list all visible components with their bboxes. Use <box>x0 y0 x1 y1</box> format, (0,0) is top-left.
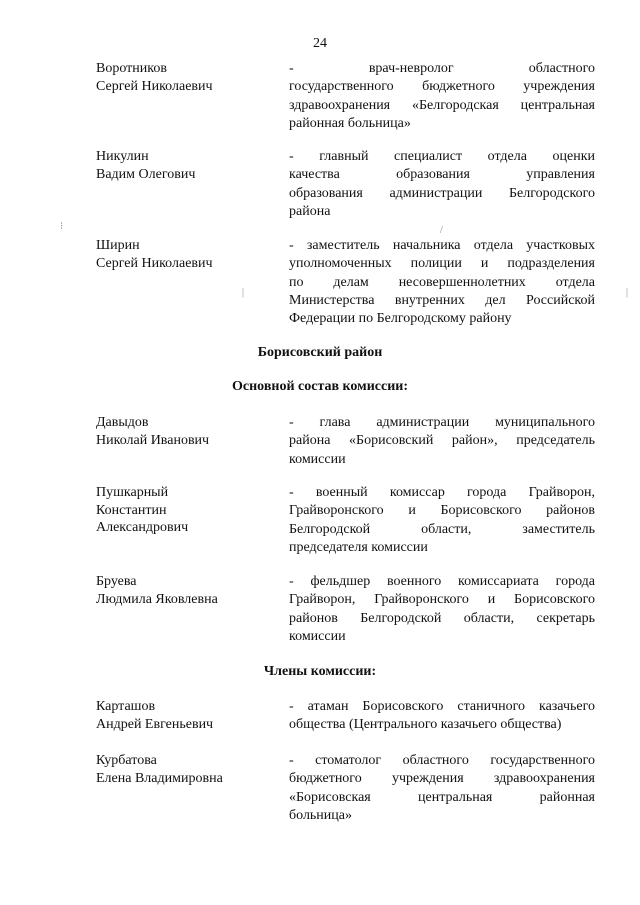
role-line: - главный специалист отдела оценки <box>289 149 595 164</box>
role-line: здравоохранения «Белгородская центральная <box>289 97 595 113</box>
role-line: бюджетного учреждения здравоохранения <box>289 771 595 787</box>
given-names: Сергей Николаевич <box>96 255 213 271</box>
person-name <box>96 484 271 537</box>
person-role <box>289 60 595 133</box>
surname: Бруева <box>96 574 137 589</box>
patronymic: Александрович <box>96 520 189 535</box>
surname: Ширин <box>96 238 140 253</box>
given-names: Людмила Яковлевна <box>96 591 218 607</box>
person-role <box>289 573 595 646</box>
role-line: качества образования управления <box>289 167 595 183</box>
person-name <box>96 414 271 449</box>
surname: Воротников <box>96 61 167 76</box>
role-line: Федерации по Белгородскому району <box>289 311 512 327</box>
role-line: Грайворонского и Борисовского районов <box>289 503 595 519</box>
role-line: уполномоченных полиции и подразделения <box>289 256 595 272</box>
surname: Курбатова <box>96 753 157 768</box>
given-names: Николай Иванович <box>96 432 210 448</box>
role-line: районная больница» <box>289 115 411 131</box>
role-line: комиссии <box>289 628 346 644</box>
person-name <box>96 148 271 183</box>
role-line: образования администрации Белгородского <box>289 185 595 201</box>
person-role <box>289 752 595 825</box>
role-line: «Борисовская центральная районная <box>289 789 595 805</box>
given-names: Андрей Евгеньевич <box>96 716 214 732</box>
main-composition-heading: Основной состав комиссии: <box>232 379 408 394</box>
role-line: - фельдшер военного комиссариата города <box>289 574 595 589</box>
given-names: Константин <box>96 502 167 518</box>
role-line: по делам несовершеннолетних отдела <box>289 274 595 290</box>
role-line: - глава администрации муниципального <box>289 415 595 430</box>
role-line: - стоматолог областного государственного <box>289 753 595 768</box>
role-line: района <box>289 203 331 219</box>
role-line: - врач-невролог областного <box>289 61 595 76</box>
role-line: общества (Центрального казачьего общества) <box>289 717 562 733</box>
person-name <box>96 60 271 95</box>
role-line: Грайворон, Грайворонского и Борисовского <box>289 592 595 608</box>
surname: Никулин <box>96 149 149 164</box>
role-line: председателя комиссии <box>289 539 428 555</box>
person-name <box>96 237 271 272</box>
person-role <box>289 698 595 735</box>
role-line: района «Борисовский район», председатель <box>289 433 595 449</box>
members-heading: Члены комиссии: <box>263 664 377 679</box>
given-names: Сергей Николаевич <box>96 78 213 94</box>
person-role <box>289 484 595 557</box>
person-name <box>96 698 271 733</box>
given-names: Елена Владимировна <box>96 770 223 786</box>
person-role <box>289 148 595 221</box>
role-line: комиссии <box>289 451 346 467</box>
given-names: Вадим Олегович <box>96 166 196 182</box>
scan-mark: ⁝ <box>60 221 64 232</box>
person-role <box>289 237 595 328</box>
person-name <box>96 573 271 608</box>
person-role <box>289 414 595 469</box>
scan-mark: | <box>626 287 629 298</box>
page-number: 24 <box>313 36 327 51</box>
role-line: районов Белгородской области, секретарь <box>289 610 595 626</box>
person-name <box>96 752 271 787</box>
role-line: - атаман Борисовского станичного казачьего <box>289 699 595 714</box>
role-line: Белгородской области, заместитель <box>289 521 595 537</box>
surname: Карташов <box>96 699 156 714</box>
district-heading: Борисовский район <box>257 345 383 360</box>
surname: Пушкарный <box>96 485 169 500</box>
role-line: больница» <box>289 807 352 823</box>
surname: Давыдов <box>96 415 149 430</box>
role-line: государственного бюджетного учреждения <box>289 79 595 95</box>
role-line: - военный комиссар города Грайворон, <box>289 485 595 500</box>
scan-mark: / <box>440 225 443 236</box>
role-line: Министерства внутренних дел Российской <box>289 292 595 308</box>
role-line: - заместитель начальника отдела участковых <box>289 238 595 253</box>
scan-mark: | <box>242 287 245 298</box>
